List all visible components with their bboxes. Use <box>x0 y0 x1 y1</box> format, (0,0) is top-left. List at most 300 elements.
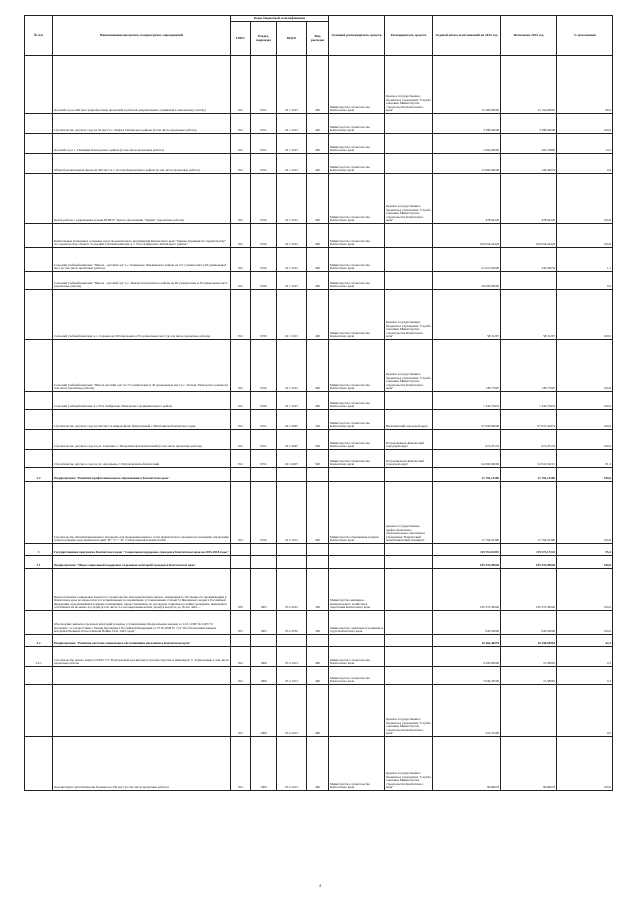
row-executed: 12 154,09645 <box>501 56 557 114</box>
row-admin <box>385 647 433 667</box>
row-kvr: 500 <box>307 430 329 450</box>
row-kcsr: 02 1 1013 <box>277 174 307 224</box>
row-grbs <box>231 468 251 482</box>
row-number <box>25 340 53 392</box>
row-admin: Петропавловск-Камчатский городской округ <box>385 430 433 450</box>
row-admin <box>385 569 433 611</box>
row-name: Подпрограмма "Меры социальной поддержки отдельных категорий граждан в Камчатском крае" <box>53 556 231 569</box>
row-main-admin: Министерство строительства Камчатского края <box>329 410 385 430</box>
row-kvr <box>307 468 329 482</box>
row-annual: 478,92229 <box>433 174 501 224</box>
row-number: 3.2 <box>25 635 53 647</box>
row-name: Строительство детского сада на 50 мест в с. Каврал Тигильского района (в том числе проектные работы) <box>53 114 231 134</box>
row-kvr: 400 <box>307 290 329 340</box>
row-executed: 109 319,89040 <box>501 556 557 569</box>
row-grbs: 812 <box>231 224 251 248</box>
row-kvr <box>307 556 329 569</box>
row-kvr: 500 <box>307 410 329 430</box>
row-annual: 16 464,46079 <box>433 635 501 647</box>
row-grbs: 812 <box>231 410 251 430</box>
row-grbs: 812 <box>231 392 251 410</box>
row-admin <box>385 611 433 635</box>
row-admin: Вилючинский городской округ <box>385 410 433 430</box>
row-main-admin: Министерство строительства Камчатского края <box>329 450 385 468</box>
row-grbs: 812 <box>231 56 251 114</box>
row-annual: 943,50000 <box>433 611 501 635</box>
row-grbs: 812 <box>231 737 251 791</box>
row-razdel: 0709 <box>251 290 277 340</box>
row-grbs: 812 <box>231 114 251 134</box>
row-pct: 100,0 <box>557 737 613 791</box>
row-kcsr: 02 1 1013 <box>277 340 307 392</box>
row-executed <box>501 685 557 737</box>
row-grbs: 812 <box>231 272 251 290</box>
row-grbs: 812 <box>231 685 251 737</box>
row-pct: 0,6 <box>557 154 613 174</box>
row-annual: 971,65133 <box>433 430 501 450</box>
row-name: Детский сад на 260 мест (приобретение проектной и рабочей документации с привязкой к земельному участку) <box>53 56 231 114</box>
row-annual: 109 319,89040 <box>433 556 501 569</box>
row-name: Сельский учебный комплекс в с.Усть-Хайрюзово Тигильского муниципального района <box>53 392 231 410</box>
row-executed: 11 792,22300 <box>501 482 557 544</box>
table-row <box>25 248 613 272</box>
row-name: Сельский учебный комплекс "Школа - детский сад" в с. Тымлат Карагинского района на 60 ученических и 30 дошкольных мест (проектные работы) <box>53 272 231 290</box>
row-number <box>25 410 53 430</box>
row-pct: 13,5 <box>557 134 613 154</box>
row-kvr: 500 <box>307 450 329 468</box>
row-pct: 99,6 <box>557 56 613 114</box>
row-kvr: 400 <box>307 392 329 410</box>
row-name: Строительство детского сада на 220 мест в микрорайоне Центральный г. Вилючинска Камчатского края <box>53 410 231 430</box>
row-name: Подпрограмма "Развитие профессионального образования в Камчатском крае" <box>53 468 231 482</box>
row-pct: 100,0 <box>557 468 613 482</box>
row-grbs: 812 <box>231 174 251 224</box>
row-executed: 15,58065 <box>501 667 557 685</box>
row-kcsr: 02 1 1013 <box>277 134 307 154</box>
row-executed: 58,31297 <box>501 290 557 340</box>
row-grbs: 813 <box>231 482 251 544</box>
row-number <box>25 569 53 611</box>
row-annual: 6 200,00000 <box>433 647 501 667</box>
row-main-admin: Министерство строительства Камчатского края <box>329 174 385 224</box>
row-annual: 3 389,93600 <box>433 114 501 134</box>
row-annual: 11 792,22300 <box>433 468 501 482</box>
row-main-admin: Министерство строительства Камчатского края <box>329 272 385 290</box>
row-pct: 81,3 <box>557 450 613 468</box>
row-main-admin <box>329 556 385 569</box>
table-row <box>25 430 613 450</box>
row-executed: 11 792,22300 <box>501 468 557 482</box>
row-pct: 0,0 <box>557 685 613 737</box>
row-number <box>25 430 53 450</box>
row-razdel: 1006 <box>251 685 277 737</box>
row-grbs: 812 <box>231 340 251 392</box>
row-number <box>25 685 53 737</box>
row-admin <box>385 544 433 556</box>
row-kcsr: 02 1 1013 <box>277 290 307 340</box>
row-razdel <box>251 556 277 569</box>
row-name: Сельский учебный комплекс "Школа-детский сад" на 72 ученических и 40 дошкольных мест в с. Лесная, Тигильского района (в том числе проектные работы) <box>53 340 231 392</box>
row-grbs: 835 <box>231 569 251 611</box>
table-row <box>25 410 613 430</box>
table-row <box>25 482 613 544</box>
row-grbs: 812 <box>231 450 251 468</box>
row-annual: 253,70500 <box>433 685 501 737</box>
row-admin <box>385 224 433 248</box>
row-admin: Краевое государственное бюджетное учреждение "Служба заказчика Министерства строительства Камчатского края" <box>385 340 433 392</box>
row-executed <box>501 272 557 290</box>
row-razdel: 0701 <box>251 114 277 134</box>
row-grbs <box>231 635 251 647</box>
row-number <box>25 174 53 224</box>
row-name: Строительство детского сада по ул. Арсеньева, г. Петропавловск-Камчатский <box>53 450 231 468</box>
row-pct: 62,3 <box>557 635 613 647</box>
table-row <box>25 468 613 482</box>
row-kvr: 400 <box>307 134 329 154</box>
row-executed: 86,86078 <box>501 737 557 791</box>
row-annual: 58,31297 <box>433 290 501 340</box>
row-name: Центр работы с одаренными детьми КГНПУ "Центр образования "Эврика" (проектные работы) <box>53 174 231 224</box>
row-main-admin: Министерство строительства Камчатского края <box>329 114 385 134</box>
row-number: 3.1 <box>25 556 53 569</box>
table-row <box>25 647 613 667</box>
row-main-admin <box>329 635 385 647</box>
row-pct: 100,0 <box>557 392 613 410</box>
row-executed: 119 573,17224 <box>501 544 557 556</box>
row-name: Строительство автоматизированного автодрома для проведения первого этапа практического экзамена по вождению управления транспортными средствами категории "В", "С", "D" г. Петропавловск-Камчатский <box>53 482 231 544</box>
row-main-admin: Министерство социального развития и труда Камчатского края <box>329 611 385 635</box>
row-executed: 971,65133 <box>501 430 557 450</box>
table-row <box>25 569 613 611</box>
row-executed: 10 258,04804 <box>501 635 557 647</box>
row-main-admin <box>329 685 385 737</box>
row-annual: 12 200,00000 <box>433 56 501 114</box>
row-grbs: 812 <box>231 154 251 174</box>
row-number: 3.2.1 <box>25 647 53 667</box>
row-kcsr: 03 4 1013 <box>277 685 307 737</box>
row-razdel: 1003 <box>251 611 277 635</box>
row-razdel <box>251 635 277 647</box>
table-row <box>25 667 613 685</box>
table-row <box>25 611 613 635</box>
row-razdel: 0701 <box>251 134 277 154</box>
col-header-admin: Распорядитель средств <box>385 16 433 56</box>
row-main-admin: Министерство образования и науки Камчатского края <box>329 482 385 544</box>
row-pct: 100,0 <box>557 410 613 430</box>
row-main-admin: Министерство строительства Камчатского края <box>329 647 385 667</box>
row-number: 3 <box>25 544 53 556</box>
row-razdel <box>251 468 277 482</box>
row-annual: 138,77997 <box>433 340 501 392</box>
row-admin <box>385 272 433 290</box>
row-executed: 97 637,24474 <box>501 410 557 430</box>
row-admin <box>385 667 433 685</box>
row-kvr: 400 <box>307 340 329 392</box>
row-pct: 95,4 <box>557 544 613 556</box>
table-row <box>25 556 613 569</box>
row-main-admin: Министерство строительства Камчатского края <box>329 224 385 248</box>
row-razdel: 0701 <box>251 450 277 468</box>
row-number <box>25 611 53 635</box>
row-razdel: 0709 <box>251 392 277 410</box>
row-admin: Краевое государственное бюджетное учреждение "Служба заказчика Министерства строительства Камчатского края" <box>385 737 433 791</box>
row-annual: 64 000,00000 <box>433 450 501 468</box>
table-row <box>25 134 613 154</box>
row-kvr: 400 <box>307 56 329 114</box>
table-row <box>25 544 613 556</box>
page-number: 4 <box>319 883 321 888</box>
row-number <box>25 114 53 134</box>
row-kcsr: 02 1 4007 <box>277 410 307 430</box>
row-razdel: 0709 <box>251 482 277 544</box>
row-name <box>53 667 231 685</box>
row-executed: 265,72800 <box>501 134 557 154</box>
row-admin <box>385 392 433 410</box>
row-kcsr: 02 1 1013 <box>277 56 307 114</box>
row-grbs: 812 <box>231 248 251 272</box>
row-pct: 100,0 <box>557 224 613 248</box>
row-number <box>25 248 53 272</box>
row-main-admin: Министерство жилищно-коммунального хозяйства и энергетики Камчатского края <box>329 569 385 611</box>
table-row <box>25 392 613 410</box>
row-annual: 21 621,00000 <box>433 248 501 272</box>
row-pct: 1,1 <box>557 248 613 272</box>
table-row <box>25 114 613 134</box>
row-pct: 100,0 <box>557 611 613 635</box>
row-main-admin: Министерство строительства Камчатского края <box>329 56 385 114</box>
row-kcsr: 02 1 1013 <box>277 248 307 272</box>
row-kvr: 400 <box>307 272 329 290</box>
row-annual: 129 762,84119 <box>433 544 501 556</box>
row-pct: 0,3 <box>557 647 613 667</box>
row-grbs: 815 <box>231 611 251 635</box>
row-number <box>25 450 53 468</box>
table-row <box>25 340 613 392</box>
row-kvr: 400 <box>307 667 329 685</box>
row-pct: 100,0 <box>557 482 613 544</box>
row-main-admin: Министерство строительства Камчатского края <box>329 430 385 450</box>
row-kvr <box>307 635 329 647</box>
col-header-razdel: Раздел, подраздел <box>251 22 277 56</box>
row-kcsr: 03 4 1013 <box>277 647 307 667</box>
row-name: Строительство детского сада по ул. Савченко, г. Петропавловск-Камчатский (в том числе проектные работы) <box>53 430 231 450</box>
row-name <box>53 685 231 737</box>
row-razdel: 0709 <box>251 174 277 224</box>
row-annual: 26 000,00000 <box>433 272 501 290</box>
table-row <box>25 635 613 647</box>
row-executed: 108 376,39040 <box>501 569 557 611</box>
row-number <box>25 272 53 290</box>
row-main-admin <box>329 468 385 482</box>
budget-table <box>24 15 613 791</box>
col-header-kcsr: КЦСР <box>277 22 307 56</box>
row-kvr: 400 <box>307 685 329 737</box>
row-admin <box>385 468 433 482</box>
row-kcsr <box>277 635 307 647</box>
row-name: Сельский учебный комплекс в с. Седанка на 100 школьных и 50 дошкольных мест (в том числе проектные работы) <box>53 290 231 340</box>
row-kcsr: 02 1 1013 <box>277 114 307 134</box>
row-kvr: 400 <box>307 174 329 224</box>
row-pct: 100,0 <box>557 556 613 569</box>
col-header-annual: Годовой объем ассигнований на 2015 год <box>433 16 501 56</box>
row-main-admin: Министерство строительства Камчатского края <box>329 154 385 174</box>
table-row <box>25 56 613 114</box>
col-header-executed: Исполнено 2015 год <box>501 16 557 56</box>
table-body <box>25 56 613 791</box>
row-kcsr <box>277 556 307 569</box>
row-executed: 15,58065 <box>501 647 557 667</box>
row-number <box>25 224 53 248</box>
table-row <box>25 685 613 737</box>
row-executed: 128,26619 <box>501 154 557 174</box>
row-main-admin: Министерство строительства Камчатского края <box>329 290 385 340</box>
row-razdel: 1006 <box>251 667 277 685</box>
row-kvr: 300 <box>307 569 329 611</box>
row-kcsr: 02 1 1013 <box>277 154 307 174</box>
row-grbs: 812 <box>231 647 251 667</box>
row-executed: 1 343,75976 <box>501 392 557 410</box>
row-razdel: 0709 <box>251 224 277 248</box>
row-name: Обеспечение жильем отдельных категорий граждан, установленных Федеральным законом от 12.01.1995 № 5-ФЗ "О ветеранах", в соответствии с Указом Президента Российской Федерации от 07.05.2008 № 714 "Об обеспечении жильем ветеранов Великой Отечественной Войны 1941-1945 годов" <box>53 611 231 635</box>
col-header-name: Наименование программ, подпрограмм, мероприятий <box>53 16 231 56</box>
row-number: 2.2 <box>25 468 53 482</box>
row-kcsr: 02 1 1013 <box>277 272 307 290</box>
row-main-admin: Министерство строительства Камчатского края <box>329 667 385 685</box>
row-kvr: 400 <box>307 647 329 667</box>
row-admin: Краевое государственное бюджетное учреждение "Служба заказчика Министерства строительства Камчатского края" <box>385 290 433 340</box>
col-group-budget-codes: Коды бюджетной классификации <box>231 16 329 22</box>
row-executed: 138,77997 <box>501 340 557 392</box>
row-kvr: 400 <box>307 737 329 791</box>
row-kcsr: 02 1 4007 <box>277 430 307 450</box>
col-header-n: № п/п <box>25 16 53 56</box>
col-header-kvr: Вид расходов <box>307 22 329 56</box>
row-grbs <box>231 544 251 556</box>
table-row <box>25 450 613 468</box>
row-main-admin: Министерство строительства Камчатского края <box>329 134 385 154</box>
row-name: Строительство нового корпуса КГАУ СЗ "Паратунский дом-интернат для престарелых и инвалидов" п. Термальный, в том числе проектные работы <box>53 647 231 667</box>
row-pct: 100,0 <box>557 174 613 224</box>
row-annual: 1 343,75976 <box>433 392 501 410</box>
row-grbs: 812 <box>231 667 251 685</box>
row-grbs: 812 <box>231 430 251 450</box>
table-row <box>25 737 613 791</box>
row-razdel: 0701 <box>251 410 277 430</box>
row-executed: 52 019,52215 <box>501 450 557 468</box>
row-pct: 100,0 <box>557 114 613 134</box>
row-admin <box>385 114 433 134</box>
row-kcsr <box>277 468 307 482</box>
row-executed: 478,92229 <box>501 174 557 224</box>
row-razdel: 1006 <box>251 737 277 791</box>
row-razdel: 0709 <box>251 340 277 392</box>
row-kvr: 400 <box>307 224 329 248</box>
row-name: Общеобразовательная школа на 300 мест в с. Оссора Карагинского района (в том числе проектные работы) <box>53 154 231 174</box>
row-pct: 0,0 <box>557 272 613 290</box>
row-annual: 23 060,00000 <box>433 154 501 174</box>
row-razdel <box>251 544 277 556</box>
row-razdel: 0709 <box>251 272 277 290</box>
row-main-admin: Министерство строительства Камчатского края <box>329 248 385 272</box>
row-razdel: 1003 <box>251 569 277 611</box>
row-kcsr <box>277 544 307 556</box>
row-kvr: 400 <box>307 248 329 272</box>
row-executed: 943,50000 <box>501 611 557 635</box>
row-kcsr: 03 2 2012 <box>277 569 307 611</box>
row-executed: 100 656,24424 <box>501 224 557 248</box>
row-admin <box>385 556 433 569</box>
row-razdel: 0702 <box>251 154 277 174</box>
row-admin: Петропавловск-Камчатский городской округ <box>385 450 433 468</box>
row-number <box>25 482 53 544</box>
row-kcsr: 02 2 1013 <box>277 482 307 544</box>
row-executed: 236,50654 <box>501 248 557 272</box>
table-row <box>25 272 613 290</box>
row-annual: 1 962,96000 <box>433 134 501 154</box>
row-annual: 11 792,22300 <box>433 482 501 544</box>
row-admin: Краевое государственное бюджетное учреждение "Служба заказчика Министерства строительства Камчатского края" <box>385 174 433 224</box>
row-number <box>25 737 53 791</box>
row-kcsr: 02 1 1013 <box>277 392 307 410</box>
row-number <box>25 392 53 410</box>
row-name: Сельский учебный комплекс "Школа - детский сад" в с. Каменское Пенжинского района на 151 ученических и 60 дошкольных мест (в том числе проектные работы) <box>53 248 231 272</box>
row-kcsr: 03 4 1013 <box>277 737 307 791</box>
row-kcsr: 02 1 4007 <box>277 450 307 468</box>
row-kvr <box>307 544 329 556</box>
row-kvr: 400 <box>307 114 329 134</box>
row-razdel: 0701 <box>251 430 277 450</box>
row-name: Капитальные вложения в основные средства камчатского предприятия Камчатского края "Единая дирекция по строительству" по строительству объекта "Сельский учебный комплекс в с. Усть-Хайрюзово Тигильского района" <box>53 224 231 248</box>
row-pct: 100,0 <box>557 290 613 340</box>
row-number <box>25 667 53 685</box>
row-kcsr: 03 4 1013 <box>277 667 307 685</box>
row-main-admin: Министерство строительства Камчатского края <box>329 737 385 791</box>
col-header-pct: % исполнения <box>557 16 613 56</box>
row-admin <box>385 635 433 647</box>
row-kcsr: 02 1 1013 <box>277 224 307 248</box>
row-name: Предоставление социальных выплат на строительство или приобретение жилого помещения в собственность проживающим в Камчатском крае не менее пяти лет и признанным по нормативам, установленным статьей 51 Жилищного кодекса Российской Федерации, нуждающимися в жилых помещениях, предоставляемых по договорам социального найма гражданам, имеющим в собственности не менее 4-х детей (в том числе 3-х несовершеннолетних детей) в возрасте до 18 лет, либо ... <box>53 569 231 611</box>
row-annual: 100 656,24424 <box>433 224 501 248</box>
row-main-admin: Министерство строительства Камчатского края <box>329 340 385 392</box>
row-number <box>25 290 53 340</box>
row-admin <box>385 134 433 154</box>
row-name: Подпрограмма "Развитие системы социального обслуживания населения в Камчатском крае" <box>53 635 231 647</box>
row-annual: 108 376,39040 <box>433 569 501 611</box>
col-header-main-admin: Главный распорядитель средств <box>329 16 385 56</box>
row-kvr: 400 <box>307 482 329 544</box>
row-grbs: 812 <box>231 134 251 154</box>
row-pct: 100,0 <box>557 340 613 392</box>
row-admin <box>385 248 433 272</box>
row-admin: Краевое государственное бюджетное учреждение "Служба заказчика Министерства строительства Камчатского края" <box>385 685 433 737</box>
row-name: Государственная программа Камчатского края "Социальная поддержка граждан в Камчатском крае на 2015-2018 годы" <box>53 544 231 556</box>
row-number <box>25 134 53 154</box>
row-main-admin: Министерство строительства Камчатского края <box>329 392 385 410</box>
table-row <box>25 154 613 174</box>
row-kvr: 300 <box>307 611 329 635</box>
row-kvr: 400 <box>307 154 329 174</box>
row-admin: краевое государственное профессиональное образовательное автономное учреждение "Камчатский политехнический техникум" <box>385 482 433 544</box>
row-grbs <box>231 556 251 569</box>
row-pct: 0,3 <box>557 667 613 685</box>
row-admin <box>385 154 433 174</box>
table-row <box>25 224 613 248</box>
row-number <box>25 56 53 114</box>
row-name: Детский сад в с. Тиличики Олюторского района (в том числе проектные работы) <box>53 134 231 154</box>
row-razdel: 0701 <box>251 56 277 114</box>
row-admin: Краевое государственное бюджетное учреждение "Служба заказчика Министерства строительства Камчатского края" <box>385 56 433 114</box>
budget-table-sheet <box>24 15 612 791</box>
